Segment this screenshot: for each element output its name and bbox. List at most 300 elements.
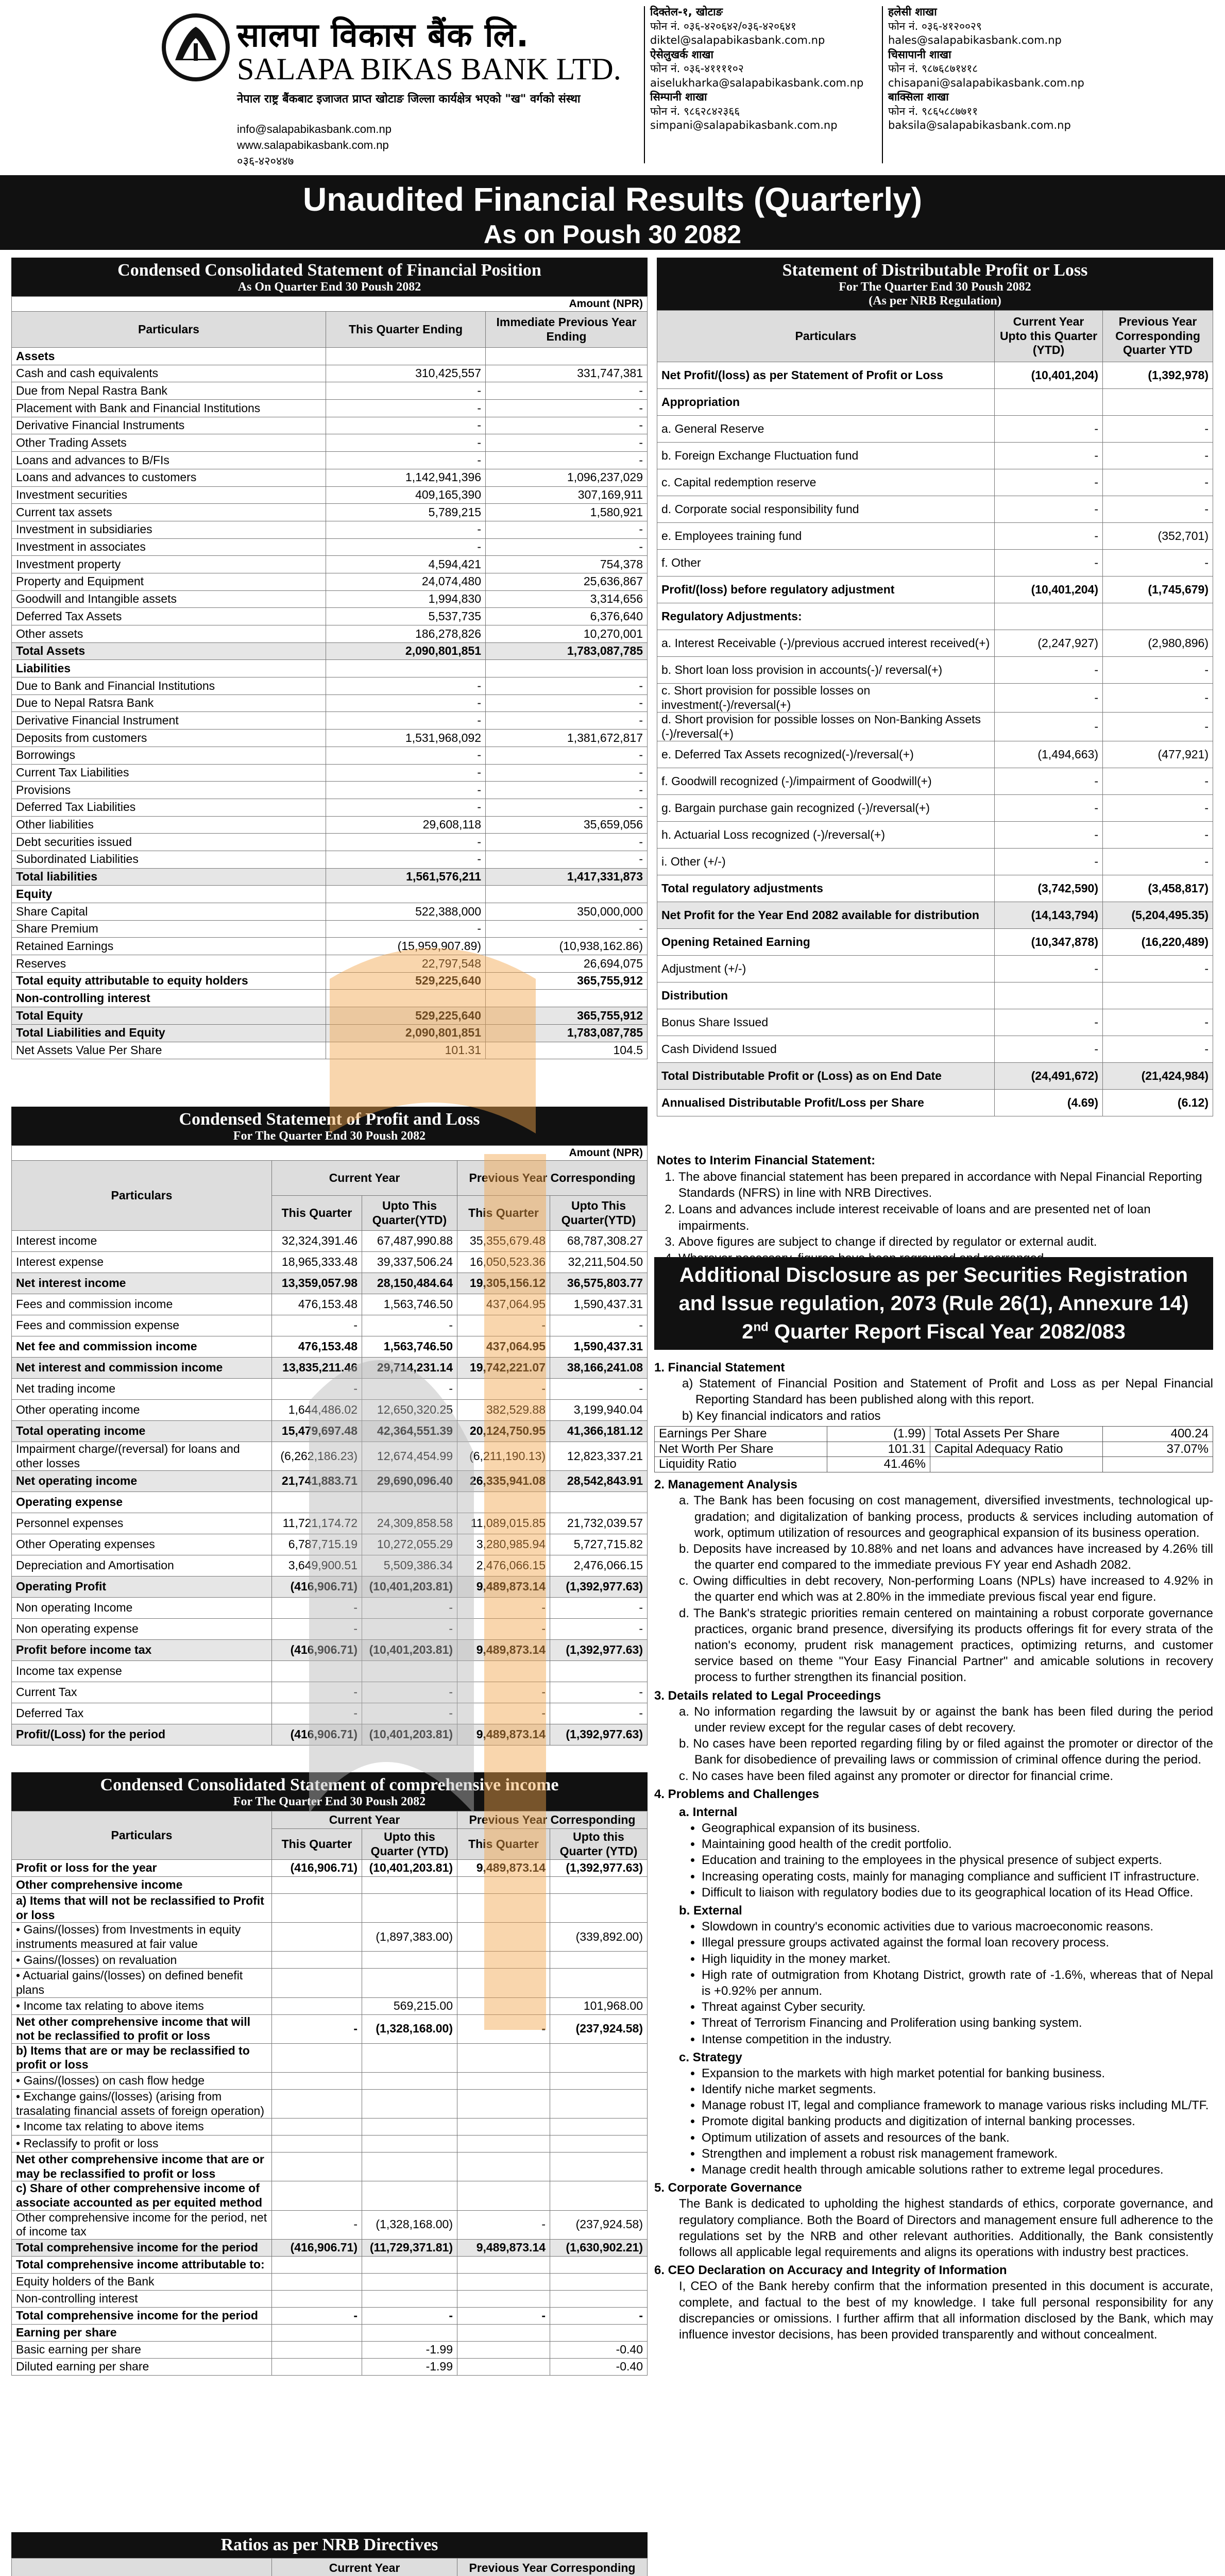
bank-tagline: नेपाल राष्ट्र बैंकबाट इजाजत प्राप्त खोटाङ जिल्ला कार्यक्षेत्र भएको "ख" वर्गको संस्था (237, 93, 581, 106)
row-label: • Reclassify to profit or loss (12, 2136, 272, 2153)
report-banner (0, 175, 1225, 250)
row-label: Cash and cash equivalents (12, 365, 326, 382)
col-header: This Quarter (272, 1829, 362, 1860)
table-row (12, 2014, 648, 2043)
table-row (12, 434, 648, 452)
cell-value (550, 2273, 648, 2290)
panel-title: Condensed Consolidated Statement of comprehensive income (100, 1775, 559, 1794)
col-header: Current Year (272, 1161, 457, 1196)
bank-logo-icon (160, 11, 232, 83)
row-label: Net fee and commission income (12, 1336, 272, 1358)
cell-value: (15,959,907.89) (326, 938, 486, 955)
cell-value: - (995, 469, 1103, 496)
table-row (657, 795, 1213, 822)
row-label: Cash Dividend Issued (657, 1036, 995, 1063)
cell-value: 12,650,320.25 (362, 1400, 457, 1421)
cell-value: 476,153.48 (272, 1336, 362, 1358)
cell-value: (21,424,984) (1103, 1063, 1213, 1090)
cell-value: 529,225,640 (326, 1007, 486, 1025)
row-label: Derivative Financial Instruments (12, 417, 326, 434)
cell-value: - (550, 1682, 648, 1703)
cell-value: (1,494,663) (995, 741, 1103, 768)
subsection-heading: a. Internal (679, 1805, 738, 1819)
cell-value: - (326, 521, 486, 538)
row-label: Other assets (12, 625, 326, 643)
cell-value (362, 2043, 457, 2072)
cell-value (457, 2341, 550, 2358)
table-row (12, 2256, 648, 2273)
profit-loss-table (11, 1160, 648, 1745)
table-row (12, 2307, 648, 2324)
email-link[interactable]: info@salapabikasbank.com.np (237, 123, 392, 135)
cell-value: - (486, 764, 648, 782)
cell-value: (1,392,977.63) (550, 1860, 648, 1877)
cell-value (457, 2043, 550, 2072)
col-header: Upto This Quarter(YTD) (362, 1196, 457, 1231)
table-row (657, 684, 1213, 713)
row-label: Due from Nepal Rastra Bank (12, 382, 326, 400)
cell-value (362, 1492, 457, 1513)
row-label: • Gains/(losses) on revaluation (12, 1952, 272, 1969)
distributable-profit-panel (657, 258, 1213, 1116)
table-row (657, 768, 1213, 795)
cell-value (457, 2324, 550, 2341)
table-row (12, 2341, 648, 2358)
row-label (930, 1457, 1103, 1472)
cell-value (550, 1492, 648, 1513)
row-label: Total comprehensive income attributable to: (12, 2256, 272, 2273)
cell-value (457, 1877, 550, 1894)
cell-value: - (326, 920, 486, 938)
cell-value: - (1103, 713, 1213, 741)
cell-value: 1,783,087,785 (486, 642, 648, 660)
cell-value: 18,965,333.48 (272, 1252, 362, 1273)
disclosure-title: Additional Disclosure as per Securities Registration (679, 1264, 1188, 1286)
comprehensive-income-panel (11, 1772, 648, 2376)
row-label: • Gains/(losses) on cash flow hedge (12, 2072, 272, 2089)
cell-value: (1,630,902.21) (550, 2239, 648, 2256)
table-row (12, 2290, 648, 2307)
cell-value: (1,392,977.63) (550, 1640, 648, 1661)
row-label: Derivative Financial Instrument (12, 712, 326, 730)
row-label: Investment property (12, 556, 326, 573)
row-label: Equity (12, 886, 326, 903)
row-label: Assets (12, 348, 326, 365)
cell-value (326, 886, 486, 903)
table-row (12, 538, 648, 556)
cell-value: - (995, 657, 1103, 684)
cell-value (457, 1923, 550, 1952)
cell-value: (6.12) (1103, 1090, 1213, 1116)
row-label: • Exchange gains/(losses) (arising from trasalating financial assets of foreign operation) (12, 2089, 272, 2118)
list-item: • Manage credit health through amicable solutions rather to extreme legal procedures. (702, 2162, 1213, 2178)
branch-email[interactable]: aiselukharka@salapabikasbank.com.np (650, 76, 864, 89)
table-row (12, 972, 648, 990)
cell-value: - (486, 452, 648, 469)
cell-value: 29,690,096.40 (362, 1471, 457, 1492)
row-label: Distribution (657, 982, 995, 1009)
cell-value: - (362, 1619, 457, 1640)
row-label: Total comprehensive income for the period (12, 2307, 272, 2324)
row-label: Opening Retained Earning (657, 929, 995, 956)
cell-value: - (995, 822, 1103, 849)
row-label: Non-controlling interest (12, 2290, 272, 2307)
branch-email[interactable]: baksila@salapabikasbank.com.np (888, 119, 1071, 131)
list-item: • Threat against Cyber security. (702, 1999, 1213, 2015)
table-row (12, 382, 648, 400)
table-row (12, 2358, 648, 2375)
row-label: Earnings Per Share (655, 1426, 827, 1442)
cell-value: 6,787,715.19 (272, 1534, 362, 1555)
cell-value: - (486, 851, 648, 868)
cell-value: 9,489,873.14 (457, 2239, 550, 2256)
row-label: Liquidity Ratio (655, 1457, 827, 1472)
cell-value: - (486, 747, 648, 764)
cell-value (995, 982, 1103, 1009)
branch-title: सिम्पानी शाखा (650, 91, 707, 103)
table-row (12, 2324, 648, 2341)
row-label: Other comprehensive income for the period, net of income tax (12, 2210, 272, 2239)
row-label: a. Interest Receivable (-)/previous accrued interest received(+) (657, 630, 995, 657)
cell-value: - (486, 677, 648, 695)
list-item: • Promote digital banking products and digitization of internal banking processes. (702, 2113, 1213, 2129)
cell-value: 1,531,968,092 (326, 730, 486, 747)
col-header: Particulars (12, 1811, 272, 1860)
row-label: Other operating income (12, 1400, 272, 1421)
cell-value: - (1103, 1036, 1213, 1063)
panel-subtitle: For The Quarter End 30 Poush 2082 (233, 1795, 426, 1808)
row-label: b. Short loan loss provision in accounts(-)/ reversal(+) (657, 657, 995, 684)
branch-phone: फोन नं. ९८६२८४२३६६ (650, 105, 740, 117)
cell-value: - (457, 1379, 550, 1400)
cell-value: 9,489,873.14 (457, 1724, 550, 1745)
section-heading: 4. Problems and Challenges (654, 1787, 820, 1801)
row-label: Investment in subsidiaries (12, 521, 326, 538)
table-row (12, 486, 648, 504)
cell-value (550, 2072, 648, 2089)
table-row (12, 990, 648, 1007)
table-row (657, 713, 1213, 741)
cell-value (457, 2256, 550, 2273)
cell-value: 28,150,484.64 (362, 1273, 457, 1294)
row-label: Current tax assets (12, 504, 326, 521)
cell-value: -0.40 (550, 2341, 648, 2358)
cell-value: 25,636,867 (486, 573, 648, 590)
cell-value: 32,324,391.46 (272, 1231, 362, 1252)
table-row (12, 1421, 648, 1442)
branch-phone: फोन नं. ०३६-४१२००२९ (888, 20, 982, 32)
row-label: Regulatory Adjustments: (657, 603, 995, 630)
subsection-heading: c. Strategy (679, 2050, 742, 2064)
table-row (12, 1358, 648, 1379)
table-row (12, 521, 648, 538)
panel-header (657, 258, 1213, 310)
cell-value: - (457, 1315, 550, 1336)
cell-value: - (486, 521, 648, 538)
row-label: Borrowings (12, 747, 326, 764)
table-row (657, 1009, 1213, 1036)
row-label: Net other comprehensive income that will not be reclassified to profit or loss (12, 2014, 272, 2043)
cell-value: - (457, 2210, 550, 2239)
col-header: This Quarter (457, 1829, 550, 1860)
branch-email[interactable]: chisapani@salapabikasbank.com.np (888, 76, 1084, 89)
table-row (12, 1923, 648, 1952)
cell-value: 1,994,830 (326, 590, 486, 608)
cell-value: 19,305,156.12 (457, 1273, 550, 1294)
cell-value: 522,388,000 (326, 903, 486, 921)
branch-phone: फोन नं. ०३६-४२०६४२/०३६-४२०६४१ (650, 20, 796, 32)
row-label: Deferred Tax Assets (12, 608, 326, 625)
table-row (12, 1471, 648, 1492)
table-row (12, 1598, 648, 1619)
table-row (12, 1577, 648, 1598)
cell-value: - (550, 1598, 648, 1619)
branch-email[interactable]: simpani@salapabikasbank.com.np (650, 119, 838, 131)
row-label: • Gains/(losses) from Investments in equity instruments measured at fair value (12, 1923, 272, 1952)
cell-value: (416,906.71) (272, 1577, 362, 1598)
cell-value (457, 2290, 550, 2307)
cell-value: (10,401,204) (995, 577, 1103, 603)
notes-section (657, 1153, 1213, 1267)
cell-value (272, 2136, 362, 2153)
cell-value: 42,364,551.39 (362, 1421, 457, 1442)
table-row (12, 1231, 648, 1252)
row-label: f. Other (657, 550, 995, 577)
paragraph: a) Statement of Financial Position and Statement of Profit and Loss as per Nepal Financial Reporting Standard has been published along with this report. (682, 1377, 1213, 1407)
disclosure-banner (654, 1257, 1213, 1350)
list-item: • Increasing operating costs, mainly for managing compliance and sufficient IT infrastructure. (702, 1869, 1213, 1885)
cell-value: - (1103, 550, 1213, 577)
cell-value (550, 2324, 648, 2341)
cell-value: - (995, 956, 1103, 982)
cell-value (326, 990, 486, 1007)
table-row (12, 920, 648, 938)
table-row (657, 822, 1213, 849)
cell-value: - (272, 1315, 362, 1336)
cell-value: - (995, 713, 1103, 741)
table-row (655, 1457, 1213, 1472)
table-row (657, 902, 1213, 929)
cell-value: (24,491,672) (995, 1063, 1103, 1090)
quarter-number: 2 (742, 1320, 754, 1344)
cell-value: (2,980,896) (1103, 630, 1213, 657)
note-item: 2. Loans and advances include interest receivable of loans and are presented net of loan impairments. (678, 1201, 1213, 1234)
cell-value (272, 1894, 362, 1923)
row-label: h. Actuarial Loss recognized (-)/reversal(+) (657, 822, 995, 849)
cell-value: (6,211,190.13) (457, 1442, 550, 1471)
subsection-heading: b. External (679, 1904, 742, 1918)
paragraph: b. No cases have been reported regarding filing by or filed against the promoter or director of the Bank for disobedience of prevailing laws or commission of criminal offence during the period. (679, 1737, 1213, 1767)
row-label: Deferred Tax Liabilities (12, 799, 326, 816)
cell-value (362, 2324, 457, 2341)
table-row (12, 1682, 648, 1703)
list-item: • Expansion to the markets with high market potential for banking business. (702, 2065, 1213, 2081)
cell-value: 3,649,900.51 (272, 1555, 362, 1577)
cell-value: 365,755,912 (486, 972, 648, 990)
cell-value (272, 1997, 362, 2014)
row-label: Total Distributable Profit or (Loss) as on End Date (657, 1063, 995, 1090)
table-row (657, 929, 1213, 956)
cell-value: - (326, 712, 486, 730)
row-label: Total Equity (12, 1007, 326, 1025)
cell-value: - (995, 496, 1103, 523)
list-item: • Identify niche market segments. (702, 2081, 1213, 2097)
cell-value (362, 2153, 457, 2181)
cell-value: 3,199,940.04 (550, 1400, 648, 1421)
website-link[interactable]: www.salapabikasbank.com.np (237, 139, 389, 151)
financial-position-panel (11, 258, 648, 1059)
row-label: Total Assets Per Share (930, 1426, 1103, 1442)
cell-value: - (1103, 768, 1213, 795)
cell-value: - (995, 443, 1103, 469)
section-heading: 5. Corporate Governance (654, 2181, 802, 2195)
table-row (12, 1997, 648, 2014)
cell-value (550, 1894, 648, 1923)
row-label: Net other comprehensive income that are or may be reclassified to profit or loss (12, 2153, 272, 2181)
row-label: c) Share of other comprehensive income of associate accounted as per equited method (12, 2181, 272, 2210)
table-row (655, 1426, 1213, 1442)
cell-value: - (1103, 496, 1213, 523)
table-row (12, 2072, 648, 2089)
cell-value: 13,359,057.98 (272, 1273, 362, 1294)
letterhead (0, 0, 1225, 170)
section-heading: 6. CEO Declaration on Accuracy and Integrity of Information (654, 2263, 1007, 2278)
quarter-report-title (654, 1318, 1213, 1346)
table-row (657, 956, 1213, 982)
cell-value: 37.07% (1103, 1442, 1213, 1457)
cell-value: (1,328,168.00) (362, 2210, 457, 2239)
table-row (12, 365, 648, 382)
cell-value: - (326, 851, 486, 868)
cell-value: - (326, 400, 486, 417)
cell-value (550, 2256, 648, 2273)
row-label: Net Profit/(loss) as per Statement of Profit or Loss (657, 362, 995, 389)
cell-value (272, 2290, 362, 2307)
cell-value: 22,797,548 (326, 955, 486, 973)
row-label: Goodwill and Intangible assets (12, 590, 326, 608)
row-label: Property and Equipment (12, 573, 326, 590)
cell-value (362, 2290, 457, 2307)
cell-value: 32,211,504.50 (550, 1252, 648, 1273)
bullet-list (702, 2065, 1213, 2178)
panel-subtitle: (As per NRB Regulation) (869, 294, 1001, 308)
divider (644, 6, 645, 163)
cell-value: 437,064.95 (457, 1294, 550, 1315)
row-label: Subordinated Liabilities (12, 851, 326, 868)
profit-loss-panel (11, 1107, 648, 1745)
cell-value: 104.5 (486, 1042, 648, 1059)
cell-value: - (486, 400, 648, 417)
table-row (12, 2136, 648, 2153)
paragraph: c. Owing difficulties in debt recovery, Non-performing Loans (NPLs) have increased to 4.92% in the quarter end which was at 2.80% in the immediate previous fiscal year end figure. (679, 1574, 1213, 1604)
table-row (657, 362, 1213, 389)
table-row (12, 1042, 648, 1059)
panel-header (11, 1107, 648, 1145)
col-header: Current Year (272, 1811, 457, 1829)
cell-value: 26,335,941.08 (457, 1471, 550, 1492)
list-item: • Intense competition in the industry. (702, 2031, 1213, 2047)
cell-value: (416,906.71) (272, 1860, 362, 1877)
cell-value: 13,835,211.46 (272, 1358, 362, 1379)
cell-value: - (272, 2014, 362, 2043)
cell-value (995, 603, 1103, 630)
row-label: Other Operating expenses (12, 1534, 272, 1555)
branch-email[interactable]: diktel@salapabikasbank.com.np (650, 34, 825, 46)
paragraph: The Bank is dedicated to upholding the highest standards of ethics, corporate governance, and regulatory compliance. Both the Board of Directors and management ensure full adherence to the regulations set by the NRB and other relevant authorities. Additionally, the Bank consistently follows all applicable legal requirements and aligns its operations with industry best practices. (679, 2197, 1213, 2259)
cell-value: (1,392,977.63) (550, 1724, 648, 1745)
cell-value: (2,247,927) (995, 630, 1103, 657)
col-header: Upto this Quarter (YTD) (550, 1829, 648, 1860)
row-label: i. Other (+/-) (657, 849, 995, 875)
cell-value: - (995, 523, 1103, 550)
col-header: Particulars (657, 311, 995, 362)
cell-value: (1,392,978) (1103, 362, 1213, 389)
cell-value (362, 1969, 457, 1997)
cell-value: - (995, 416, 1103, 443)
table-row (12, 1969, 648, 1997)
row-label: c. Short provision for possible losses on investment(-)/reversal(+) (657, 684, 995, 713)
panel-subtitle: As On Quarter End 30 Poush 2082 (237, 280, 421, 294)
ratios-panel (11, 2532, 648, 2576)
cell-value: 10,270,001 (486, 625, 648, 643)
table-row (12, 1724, 648, 1745)
cell-value: - (457, 1619, 550, 1640)
section-heading: 2. Management Analysis (654, 1478, 797, 1492)
cell-value: 1,417,331,873 (486, 868, 648, 886)
cell-value: 307,169,911 (486, 486, 648, 504)
cell-value: - (1103, 443, 1213, 469)
cell-value (550, 2290, 648, 2307)
cell-value: - (550, 1379, 648, 1400)
cell-value: 3,280,985.94 (457, 1534, 550, 1555)
cell-value: - (1103, 822, 1213, 849)
cell-value: - (272, 2307, 362, 2324)
cell-value: 1,580,921 (486, 504, 648, 521)
cell-value: 10,272,055.29 (362, 1534, 457, 1555)
table-row (12, 2089, 648, 2118)
cell-value: - (1103, 849, 1213, 875)
cell-value: (1.99) (827, 1426, 930, 1442)
table-row (657, 496, 1213, 523)
cell-value (272, 1877, 362, 1894)
cell-value: - (326, 677, 486, 695)
table-row (12, 903, 648, 921)
row-label: Profit/(Loss) for the period (12, 1724, 272, 1745)
cell-value (550, 2043, 648, 2072)
row-label: Diluted earning per share (12, 2358, 272, 2375)
cell-value: 350,000,000 (486, 903, 648, 921)
row-label: a. General Reserve (657, 416, 995, 443)
paragraph: a. The Bank has been focusing on cost management, diversified investments, technological up-gradation; and digitalization of banking process, products & services including automation of work, optimum utilization of resources and geographical expansion of its business operation. (679, 1494, 1213, 1540)
bullet-list (702, 1919, 1213, 2047)
cell-value: 400.24 (1103, 1426, 1213, 1442)
cell-value: (3,458,817) (1103, 875, 1213, 902)
cell-value (272, 1923, 362, 1952)
cell-value: 1,381,672,817 (486, 730, 648, 747)
panel-subtitle: For The Quarter End 30 Poush 2082 (839, 280, 1031, 294)
table-row (12, 1442, 648, 1471)
table-row (657, 1036, 1213, 1063)
cell-value: 365,755,912 (486, 1007, 648, 1025)
col-header: Current Year Upto this Quarter (YTD) (995, 311, 1103, 362)
row-label: Equity holders of the Bank (12, 2273, 272, 2290)
branch-email[interactable]: hales@salapabikasbank.com.np (888, 34, 1062, 46)
cell-value: - (272, 1379, 362, 1400)
cell-value: 1,096,237,029 (486, 469, 648, 486)
ordinal-suffix: nd (753, 1320, 769, 1335)
cell-value: - (1103, 657, 1213, 684)
row-label: Investment securities (12, 486, 326, 504)
